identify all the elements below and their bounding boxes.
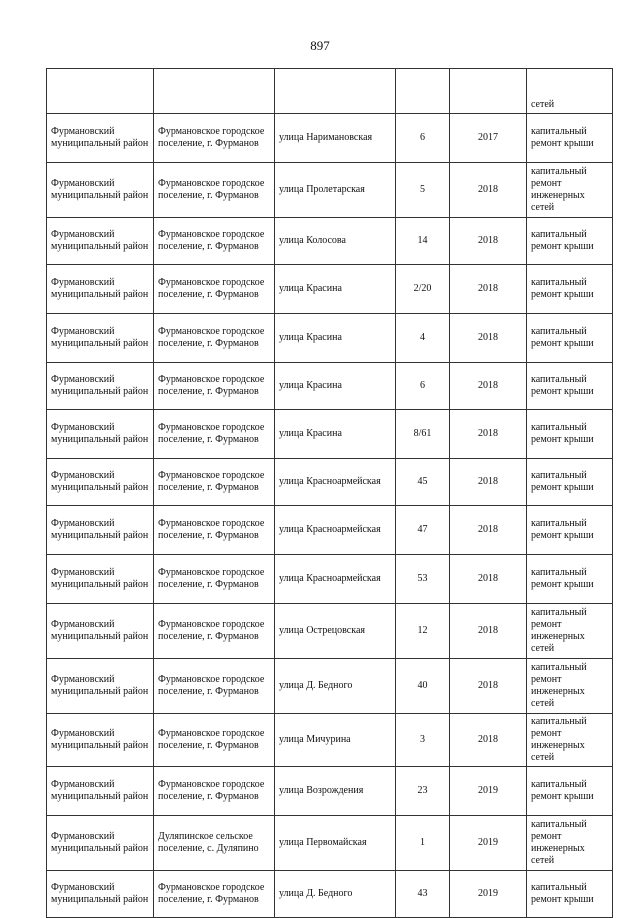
cell-district: Фурмановский муниципальный район [47,871,154,918]
cell-settlement: Фурмановское городское поселение, г. Фурманов [154,714,275,767]
cell-settlement: Фурмановское городское поселение, г. Фурманов [154,459,275,506]
cell-settlement: Фурмановское городское поселение, г. Фурманов [154,218,275,265]
table-body [47,69,613,918]
cell-year: 2019 [450,767,527,816]
table-row [47,265,613,314]
cell-year: 2018 [450,163,527,218]
cell-settlement [154,69,275,114]
cell-street [275,69,396,114]
cell-house: 1 [396,816,450,871]
cell-year: 2018 [450,506,527,555]
cell-work: капитальный ремонт инженерных сетей [527,659,613,714]
table-row [47,114,613,163]
cell-settlement: Фурмановское городское поселение, г. Фурманов [154,506,275,555]
cell-settlement: Фурмановское городское поселение, г. Фурманов [154,265,275,314]
cell-house: 4 [396,314,450,363]
cell-work: капитальный ремонт крыши [527,871,613,918]
cell-year: 2018 [450,659,527,714]
cell-year: 2018 [450,218,527,265]
cell-house: 23 [396,767,450,816]
housing-repair-table [46,68,613,918]
cell-settlement: Фурмановское городское поселение, г. Фурманов [154,363,275,410]
cell-settlement: Фурмановское городское поселение, г. Фурманов [154,659,275,714]
table-row [47,163,613,218]
cell-settlement: Фурмановское городское поселение, г. Фурманов [154,555,275,604]
cell-work: капитальный ремонт инженерных сетей [527,163,613,218]
cell-year: 2017 [450,114,527,163]
cell-district: Фурмановский муниципальный район [47,767,154,816]
cell-work: капитальный ремонт инженерных сетей [527,714,613,767]
cell-work: капитальный ремонт крыши [527,459,613,506]
cell-year: 2018 [450,555,527,604]
cell-district: Фурмановский муниципальный район [47,459,154,506]
cell-settlement: Фурмановское городское поселение, г. Фурманов [154,314,275,363]
cell-street: улица Наримановская [275,114,396,163]
cell-settlement: Дуляпинское сельское поселение, с. Дуляпино [154,816,275,871]
cell-settlement: Фурмановское городское поселение, г. Фурманов [154,767,275,816]
cell-year: 2018 [450,265,527,314]
cell-district: Фурмановский муниципальный район [47,163,154,218]
cell-settlement: Фурмановское городское поселение, г. Фурманов [154,163,275,218]
cell-settlement: Фурмановское городское поселение, г. Фурманов [154,871,275,918]
table-row [47,363,613,410]
cell-year: 2019 [450,816,527,871]
cell-year [450,69,527,114]
cell-district: Фурмановский муниципальный район [47,363,154,410]
page-number: 897 [310,38,330,53]
cell-street: улица Мичурина [275,714,396,767]
cell-work: капитальный ремонт инженерных сетей [527,816,613,871]
cell-house: 45 [396,459,450,506]
cell-house: 43 [396,871,450,918]
table-row [47,871,613,918]
cell-work: капитальный ремонт крыши [527,218,613,265]
cell-street: улица Колосова [275,218,396,265]
cell-street: улица Красина [275,314,396,363]
cell-district: Фурмановский муниципальный район [47,114,154,163]
cell-work: капитальный ремонт крыши [527,767,613,816]
cell-district: Фурмановский муниципальный район [47,410,154,459]
cell-work: капитальный ремонт крыши [527,265,613,314]
cell-house: 6 [396,114,450,163]
cell-house: 14 [396,218,450,265]
table-row [47,410,613,459]
cell-house: 12 [396,604,450,659]
cell-year: 2018 [450,714,527,767]
cell-street: улица Красноармейская [275,555,396,604]
cell-work: капитальный ремонт крыши [527,410,613,459]
cell-district: Фурмановский муниципальный район [47,314,154,363]
cell-district: Фурмановский муниципальный район [47,555,154,604]
table-row [47,314,613,363]
table-row [47,459,613,506]
cell-street: улица Красноармейская [275,459,396,506]
cell-house: 47 [396,506,450,555]
cell-street: улица Красина [275,410,396,459]
cell-street: улица Красина [275,265,396,314]
cell-work: капитальный ремонт инженерных сетей [527,604,613,659]
cell-house: 3 [396,714,450,767]
cell-house: 2/20 [396,265,450,314]
cell-year: 2018 [450,363,527,410]
cell-district: Фурмановский муниципальный район [47,218,154,265]
cell-settlement: Фурмановское городское поселение, г. Фурманов [154,114,275,163]
cell-house [396,69,450,114]
cell-street: улица Д. Бедного [275,659,396,714]
cell-work: сетей [527,69,613,114]
cell-street: улица Пролетарская [275,163,396,218]
cell-year: 2018 [450,604,527,659]
cell-district: Фурмановский муниципальный район [47,604,154,659]
cell-work: капитальный ремонт крыши [527,555,613,604]
continuation-row [47,69,613,114]
cell-work: капитальный ремонт крыши [527,363,613,410]
cell-year: 2018 [450,410,527,459]
cell-district: Фурмановский муниципальный район [47,506,154,555]
cell-street: улица Красноармейская [275,506,396,555]
table-row [47,218,613,265]
cell-district [47,69,154,114]
table-row [47,714,613,767]
table-row [47,604,613,659]
table-row [47,555,613,604]
cell-house: 8/61 [396,410,450,459]
cell-year: 2018 [450,459,527,506]
cell-district: Фурмановский муниципальный район [47,659,154,714]
cell-house: 6 [396,363,450,410]
cell-settlement: Фурмановское городское поселение, г. Фурманов [154,410,275,459]
cell-year: 2018 [450,314,527,363]
cell-house: 53 [396,555,450,604]
cell-year: 2019 [450,871,527,918]
table-row [47,506,613,555]
cell-house: 40 [396,659,450,714]
cell-street: улица Д. Бедного [275,871,396,918]
cell-work: капитальный ремонт крыши [527,314,613,363]
cell-district: Фурмановский муниципальный район [47,265,154,314]
cell-district: Фурмановский муниципальный район [47,816,154,871]
cell-street: улица Острецовская [275,604,396,659]
cell-work: капитальный ремонт крыши [527,506,613,555]
cell-work: капитальный ремонт крыши [527,114,613,163]
table-row [47,816,613,871]
cell-house: 5 [396,163,450,218]
table-row [47,659,613,714]
cell-street: улица Красина [275,363,396,410]
cell-settlement: Фурмановское городское поселение, г. Фурманов [154,604,275,659]
cell-street: улица Первомайская [275,816,396,871]
cell-street: улица Возрождения [275,767,396,816]
table-row [47,767,613,816]
cell-district: Фурмановский муниципальный район [47,714,154,767]
